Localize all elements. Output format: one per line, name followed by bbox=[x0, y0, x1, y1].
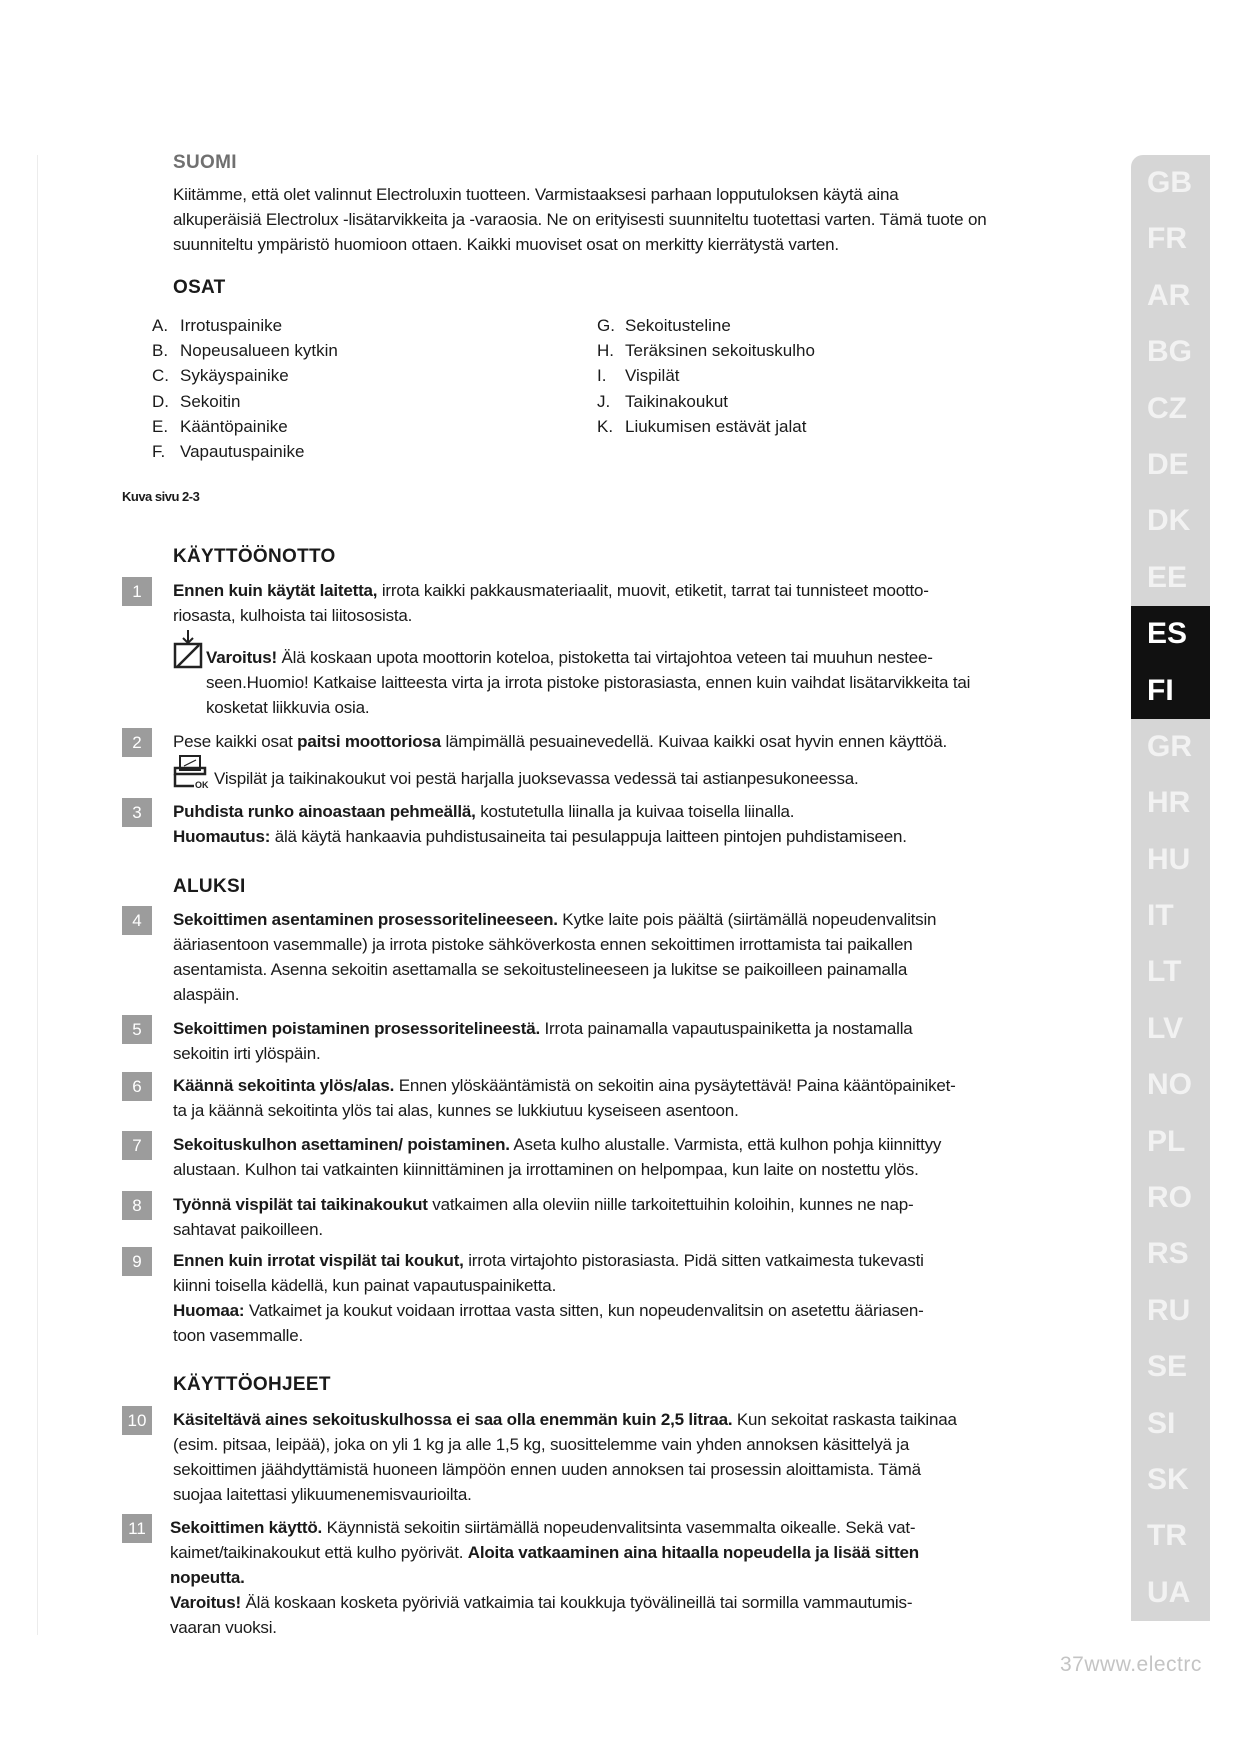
text: Kiitämme, että olet valinnut Electroluxin tuotteen. Varmistaaksesi parhaan lopputuloksen käytä aina bbox=[173, 185, 899, 204]
part-key: E. bbox=[152, 416, 169, 436]
bold-text: Varoitus! bbox=[206, 648, 277, 667]
text: seen.Huomio! Katkaise laitteesta virta ja irrota pistoke pistorasiasta, ennen kuin vaihdat lisätarvikkeita tai bbox=[206, 673, 971, 692]
text: Älä koskaan kosketa pyöriviä vatkaimia tai koukkuja työvälineillä tai sormilla vammautumis- bbox=[240, 1593, 913, 1612]
text-line bbox=[173, 1016, 913, 1041]
language-tab-lt[interactable]: LT bbox=[1147, 955, 1182, 989]
part-item bbox=[152, 389, 338, 414]
text-line bbox=[173, 932, 936, 957]
text: suunniteltu ympäristö huomioon ottaen. Kaikki muoviset osat on merkitty kierrätystä varten. bbox=[173, 235, 839, 254]
text-line bbox=[173, 1432, 957, 1457]
bold-text: Huomautus: bbox=[173, 827, 271, 846]
text-line bbox=[173, 982, 936, 1007]
text-line bbox=[173, 1248, 924, 1273]
part-label: Irrotuspainike bbox=[180, 316, 283, 335]
section-heading-aluksi: ALUKSI bbox=[173, 876, 246, 897]
part-label: Sykäyspainike bbox=[180, 366, 289, 386]
text: vaaran vuoksi. bbox=[170, 1618, 277, 1637]
part-key: I. bbox=[597, 366, 607, 386]
text: Irrota painamalla vapautuspainiketta ja nostamalla bbox=[540, 1019, 913, 1038]
bold-text: Sekoituskulhon asettaminen/ poistaminen. bbox=[173, 1135, 510, 1154]
warning-note bbox=[206, 645, 970, 720]
text: kaimet/taikinakoukut että kulho pyörivät. bbox=[170, 1543, 468, 1562]
text-line bbox=[173, 1482, 957, 1507]
text: toon vasemmalle. bbox=[173, 1326, 304, 1345]
step-number-10: 10 bbox=[122, 1406, 152, 1435]
text-line bbox=[170, 1565, 919, 1590]
step-5 bbox=[173, 1016, 913, 1066]
bold-text: Sekoittimen käyttö. bbox=[170, 1518, 323, 1537]
text: irrota virtajohto pistorasiasta. Pidä sitten vatkaimesta tukevasti bbox=[463, 1251, 924, 1270]
part-key: J. bbox=[597, 391, 611, 411]
language-tab-fi[interactable]: FI bbox=[1131, 663, 1210, 719]
language-tab-dk[interactable]: DK bbox=[1147, 504, 1191, 538]
part-item bbox=[152, 313, 338, 338]
step-4 bbox=[173, 907, 936, 1007]
text: alustaan. Kulhon tai vatkainten kiinnittäminen ja irrottaminen on helpompaa, kun laite on nostettu ylös. bbox=[173, 1160, 919, 1179]
text: kostutetulla liinalla ja kuivaa toisella liinalla. bbox=[475, 802, 795, 821]
text-line bbox=[173, 1098, 956, 1123]
text: älä käytä hankaavia puhdistusaineita tai pesulappuja laitteen pintojen puhdistamiseen. bbox=[270, 827, 907, 846]
bold-text: Aloita vatkaaminen aina hitaalla nopeudella ja lisää sitten bbox=[467, 1543, 919, 1562]
page-margin-line bbox=[37, 155, 38, 1635]
step-6 bbox=[173, 1073, 956, 1123]
part-key: K. bbox=[597, 416, 614, 436]
text-line bbox=[173, 1407, 957, 1432]
text: Kytke laite pois päältä (siirtämällä nopeudenvalitsin bbox=[557, 910, 937, 929]
part-label: Sekoitusteline bbox=[625, 316, 731, 335]
text-line bbox=[173, 1192, 913, 1217]
bold-text: Työnnä vispilät tai taikinakoukut bbox=[173, 1195, 428, 1214]
text-line bbox=[173, 578, 929, 603]
part-item bbox=[597, 313, 815, 338]
step-number-9: 9 bbox=[122, 1247, 152, 1276]
language-tab-de[interactable]: DE bbox=[1147, 447, 1189, 481]
part-key: C. bbox=[152, 366, 169, 386]
text: irrota kaikki pakkausmateriaalit, muovit, etiketit, tarrat tai tunnisteet mootto- bbox=[377, 581, 929, 600]
text-line bbox=[173, 824, 907, 849]
text-line bbox=[170, 1540, 919, 1565]
text: Vatkaimet ja koukut voidaan irrottaa vasta sitten, kun nopeudenvalitsin on asetettu ääriasen- bbox=[244, 1301, 924, 1320]
part-item bbox=[597, 414, 815, 439]
language-tab-gb[interactable]: GB bbox=[1147, 166, 1192, 199]
step-2 bbox=[173, 729, 947, 754]
text-line bbox=[206, 670, 970, 695]
step-number-4: 4 bbox=[122, 906, 152, 935]
step-1 bbox=[173, 578, 929, 628]
text-line bbox=[173, 1298, 924, 1323]
text: sekoitin irti ylöspäin. bbox=[173, 1044, 321, 1063]
text-line bbox=[173, 207, 986, 232]
language-tab-ro[interactable]: RO bbox=[1147, 1181, 1192, 1215]
text-line bbox=[173, 799, 907, 824]
text: Aseta kulho alustalle. Varmista, että kulhon pohja kiinnittyy bbox=[509, 1135, 942, 1154]
part-item bbox=[597, 389, 815, 414]
text: Vispilät ja taikinakoukut voi pestä harjalla juoksevassa vedessä tai astianpesukoneessa. bbox=[214, 769, 859, 788]
dishwasher-note bbox=[214, 766, 859, 791]
part-key: G. bbox=[597, 316, 615, 335]
text: Pese kaikki osat bbox=[173, 732, 298, 751]
step-number-3: 3 bbox=[122, 798, 152, 827]
part-item bbox=[152, 338, 338, 363]
part-item bbox=[597, 363, 815, 388]
text: Ennen ylöskääntämistä on sekoitin aina pysäytettävä! Paina kääntöpainiket- bbox=[394, 1076, 956, 1095]
part-label: Vispilät bbox=[625, 366, 680, 386]
bold-text: Käännä sekoitinta ylös/alas. bbox=[173, 1076, 395, 1095]
text: alkuperäisiä Electrolux -lisätarvikkeita ja -varaosia. Ne on erityisesti suunniteltu tuotettasi varten. Tämä tuote on bbox=[173, 210, 987, 229]
text-line bbox=[173, 1157, 941, 1182]
part-label: Liukumisen estävät jalat bbox=[625, 416, 807, 436]
text: Kun sekoitat raskasta taikinaa bbox=[732, 1410, 957, 1429]
part-item bbox=[152, 439, 338, 464]
language-tab-pl[interactable]: PL bbox=[1147, 1124, 1186, 1158]
language-tab-si[interactable]: SI bbox=[1147, 1406, 1176, 1440]
step-3 bbox=[173, 799, 907, 849]
text: vatkaimen alla oleviin niille tarkoitettuihin koloihin, kunnes ne nap- bbox=[427, 1195, 914, 1214]
part-key: H. bbox=[597, 341, 614, 361]
bold-text: Sekoittimen asentaminen prosessoritelineeseen. bbox=[173, 910, 558, 929]
language-tab-ee[interactable]: EE bbox=[1147, 560, 1188, 594]
text-line bbox=[206, 695, 970, 720]
text: riosasta, kulhoista tai liitososista. bbox=[173, 606, 413, 625]
language-tab-ru[interactable]: RU bbox=[1147, 1293, 1191, 1327]
part-label: Teräksinen sekoituskulho bbox=[625, 341, 815, 361]
section-heading-kayttoonotto: KÄYTTÖÖNOTTO bbox=[173, 546, 336, 567]
part-key: D. bbox=[152, 391, 169, 411]
bold-text: Käsiteltävä aines sekoituskulhossa ei saa olla enemmän kuin 2,5 litraa. bbox=[173, 1410, 733, 1429]
part-label: Taikinakoukut bbox=[625, 391, 729, 411]
text-line bbox=[173, 603, 929, 628]
language-tab-se[interactable]: SE bbox=[1147, 1350, 1188, 1384]
part-label: Vapautuspainike bbox=[180, 442, 305, 462]
text: ta ja käännä sekoitinta ylös tai alas, kunnes se lukkiutuu kyseiseen asentoon. bbox=[173, 1101, 739, 1120]
step-7 bbox=[173, 1132, 941, 1182]
part-key: A. bbox=[152, 316, 169, 335]
part-label: Sekoitin bbox=[180, 391, 241, 411]
step-number-6: 6 bbox=[122, 1072, 152, 1101]
part-label: Nopeusalueen kytkin bbox=[180, 341, 338, 361]
text: (esim. pitsaa, leipää), joka on yli 1 kg ja alle 1,5 kg, suosittelemme vain yhden annoksen käsittelyä ja bbox=[173, 1435, 910, 1454]
language-tabs bbox=[1131, 155, 1210, 1621]
bold-text: Huomaa: bbox=[173, 1301, 245, 1320]
part-item bbox=[597, 338, 815, 363]
intro-paragraph bbox=[173, 182, 986, 257]
language-tab-no[interactable]: NO bbox=[1147, 1068, 1192, 1102]
bold-text: Varoitus! bbox=[170, 1593, 241, 1612]
bold-text: Ennen kuin irrotat vispilät tai koukut, bbox=[173, 1251, 464, 1270]
language-tab-tr[interactable]: TR bbox=[1147, 1519, 1187, 1553]
parts-heading: OSAT bbox=[173, 277, 226, 298]
dishwasher-safe-icon bbox=[172, 754, 210, 790]
text-line bbox=[173, 1132, 941, 1157]
language-tab-sk[interactable]: SK bbox=[1147, 1462, 1189, 1496]
text-line bbox=[206, 645, 970, 670]
section-heading-kayttoohjeet: KÄYTTÖOHJEET bbox=[173, 1374, 331, 1395]
text-line bbox=[170, 1590, 919, 1615]
parts-list-right bbox=[597, 313, 815, 439]
part-label: Kääntöpainike bbox=[180, 416, 288, 436]
language-tab-cz[interactable]: CZ bbox=[1147, 391, 1187, 425]
language-tab-lv[interactable]: LV bbox=[1147, 1011, 1184, 1045]
text: sahtavat paikoilleen. bbox=[173, 1220, 323, 1239]
language-tab-es[interactable]: ES bbox=[1131, 606, 1210, 662]
text-line bbox=[173, 907, 936, 932]
text: sekoittimen jäähdyttämistä huoneen lämpöön ennen uuden annoksen tai prosessin aloittamista. Tämä bbox=[173, 1460, 921, 1479]
part-key: B. bbox=[152, 341, 169, 361]
text-line bbox=[173, 1457, 957, 1482]
bold-text: Ennen kuin käytät laitetta, bbox=[173, 581, 378, 600]
language-tab-fr[interactable]: FR bbox=[1147, 222, 1187, 256]
text: kosketat liikkuvia osia. bbox=[206, 698, 370, 717]
text-line bbox=[173, 729, 947, 754]
language-tab-bg[interactable]: BG bbox=[1147, 335, 1192, 369]
step-9 bbox=[173, 1248, 924, 1348]
language-tab-hu[interactable]: HU bbox=[1147, 842, 1191, 876]
text-line bbox=[173, 182, 986, 207]
text-line bbox=[173, 1217, 913, 1242]
dishwasher-ok-label: OK bbox=[195, 780, 209, 790]
text: ääriasentoon vasemmalle) ja irrota pistoke sähköverkosta ennen sekoittimen irrottamista tai paikallen bbox=[173, 935, 913, 954]
language-tab-hr[interactable]: HR bbox=[1147, 786, 1191, 820]
text-line bbox=[170, 1515, 919, 1540]
text-line bbox=[173, 1073, 956, 1098]
parts-list-left bbox=[152, 313, 338, 464]
part-key: F. bbox=[152, 442, 166, 462]
text-line bbox=[173, 1041, 913, 1066]
part-item bbox=[152, 363, 338, 388]
text: Älä koskaan upota moottorin koteloa, pistoketta tai virtajohtoa veteen tai muuhun nestee- bbox=[276, 648, 933, 667]
text: lämpimällä pesuainevedellä. Kuivaa kaikki osat hyvin ennen käyttöä. bbox=[440, 732, 948, 751]
text: alaspäin. bbox=[173, 985, 240, 1004]
step-number-11: 11 bbox=[122, 1514, 152, 1543]
bold-text: Puhdista runko ainoastaan pehmeällä, bbox=[173, 802, 476, 821]
text-line bbox=[173, 232, 986, 257]
step-number-5: 5 bbox=[122, 1015, 152, 1044]
no-immerse-warning-icon bbox=[172, 628, 204, 670]
step-number-7: 7 bbox=[122, 1131, 152, 1160]
text-line bbox=[173, 1273, 924, 1298]
text-line bbox=[170, 1615, 919, 1640]
step-number-8: 8 bbox=[122, 1191, 152, 1220]
text: suojaa laitettasi ylikuumenemisvaurioilta. bbox=[173, 1485, 472, 1504]
bold-text: paitsi moottoriosa bbox=[297, 732, 441, 751]
step-10 bbox=[173, 1407, 957, 1507]
text: kiinni toisella kädellä, kun painat vapautuspainiketta. bbox=[173, 1276, 557, 1295]
part-item bbox=[152, 414, 338, 439]
text-line bbox=[214, 766, 859, 791]
page-title: SUOMI bbox=[173, 152, 237, 173]
page-footer: 37www.electrc bbox=[1060, 1653, 1202, 1676]
language-tab-gr[interactable]: GR bbox=[1147, 729, 1192, 763]
text-line bbox=[173, 1323, 924, 1348]
language-tab-rs[interactable]: RS bbox=[1147, 1237, 1189, 1271]
language-tab-ua[interactable]: UA bbox=[1147, 1575, 1191, 1609]
step-8 bbox=[173, 1192, 913, 1242]
step-number-2: 2 bbox=[122, 728, 152, 757]
figure-reference: Kuva sivu 2-3 bbox=[122, 489, 200, 504]
language-tab-ar[interactable]: AR bbox=[1147, 278, 1191, 312]
bold-text: Sekoittimen poistaminen prosessoritelineestä. bbox=[173, 1019, 541, 1038]
text: Käynnistä sekoitin siirtämällä nopeudenvalitsinta vasemmalta oikealle. Sekä vat- bbox=[322, 1518, 916, 1537]
bold-text: nopeutta. bbox=[170, 1568, 245, 1587]
text: asentamista. Asenna sekoitin asettamalla se sekoitustelineeseen ja lukitse se paikoilleen painamalla bbox=[173, 960, 908, 979]
step-11 bbox=[170, 1515, 919, 1640]
step-number-1: 1 bbox=[122, 577, 152, 606]
text-line bbox=[173, 957, 936, 982]
language-tab-it[interactable]: IT bbox=[1147, 899, 1174, 933]
